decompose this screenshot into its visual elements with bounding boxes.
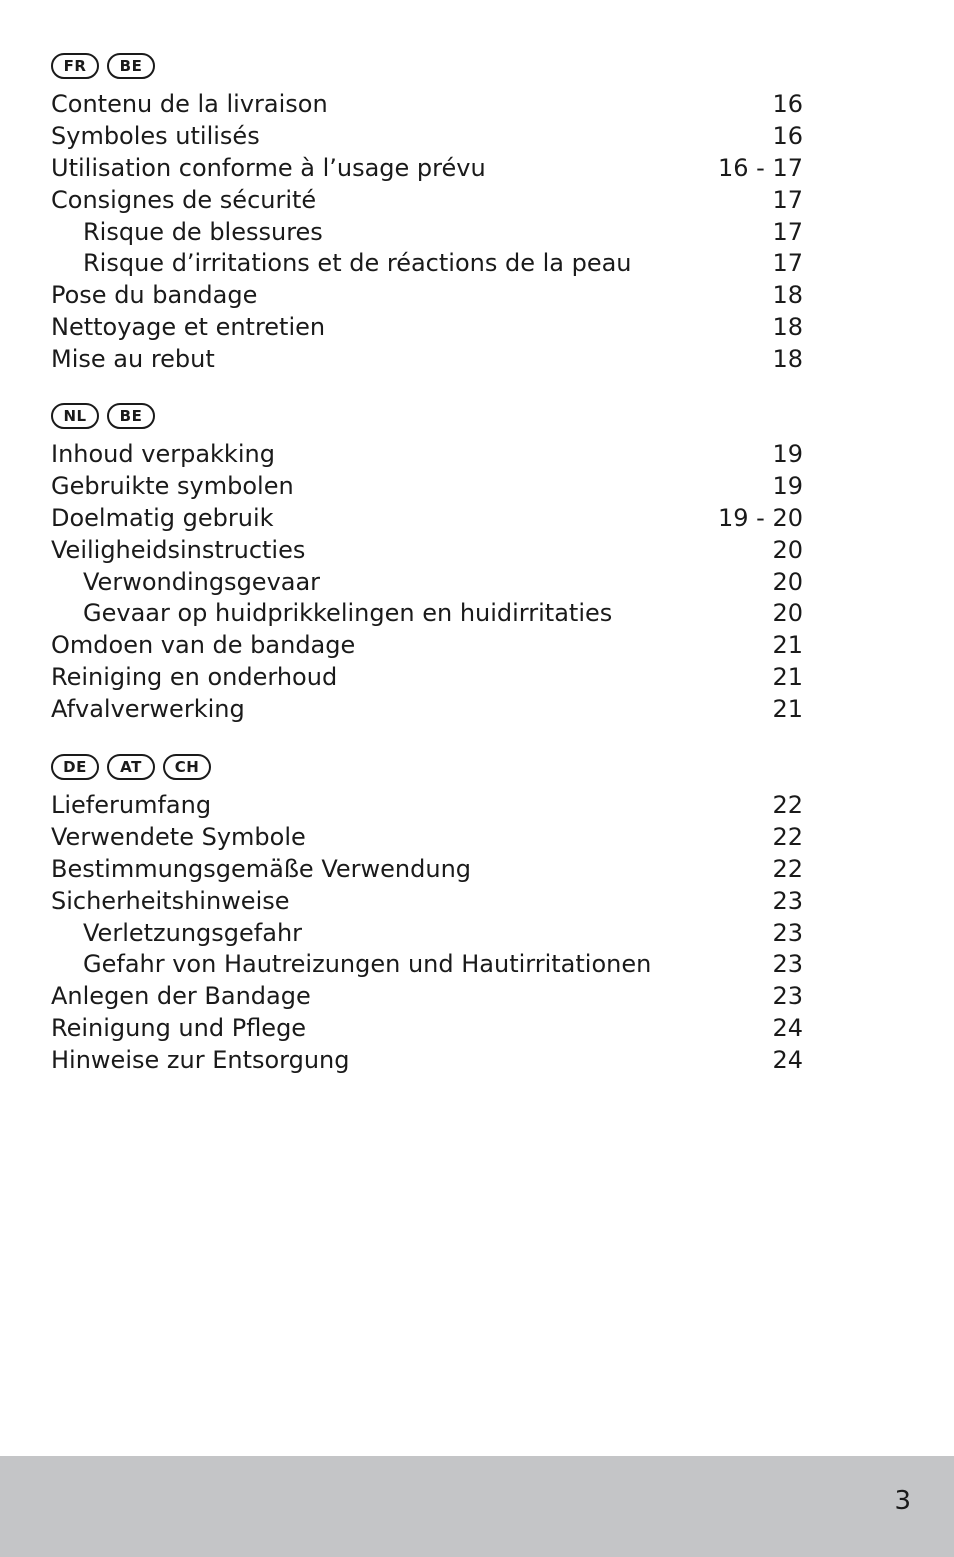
toc-subentry[interactable]	[51, 918, 803, 950]
toc-subentry[interactable]	[51, 217, 803, 249]
toc-entry[interactable]	[51, 121, 803, 153]
toc-subentry[interactable]	[51, 949, 803, 981]
toc-list	[51, 790, 803, 1077]
page-number: 3	[894, 1486, 911, 1516]
toc-entry-page: 16	[772, 90, 803, 118]
toc-entry[interactable]	[51, 312, 803, 344]
toc-entry-page: 21	[772, 663, 803, 692]
language-badge-nl: NL	[51, 403, 99, 429]
toc-entry-page: 22	[772, 854, 803, 883]
toc-entry-label: Sicherheitshinweise	[51, 886, 290, 915]
toc-entry-label: Utilisation conforme à l’usage prévu	[51, 153, 486, 182]
toc-entry[interactable]	[51, 344, 803, 376]
toc-entry[interactable]	[51, 503, 803, 535]
toc-subentry[interactable]	[51, 598, 803, 630]
toc-entry-page: 24	[772, 1014, 803, 1043]
toc-entry-label: Gevaar op huidprikkelingen en huidirritaties	[83, 599, 613, 628]
toc-entry-page: 23	[772, 886, 803, 915]
language-badges	[51, 751, 803, 783]
toc-subentry[interactable]	[51, 248, 803, 280]
toc-entry-page: 18	[772, 313, 803, 342]
toc-list	[51, 89, 803, 376]
toc-entry[interactable]	[51, 185, 803, 217]
language-badge-be: BE	[107, 53, 155, 79]
toc-entry-label: Symboles utilisés	[51, 121, 260, 150]
toc-entry-page: 18	[772, 345, 803, 374]
toc-entry-label: Gebruikte symbolen	[51, 471, 294, 500]
toc-entry[interactable]	[51, 630, 803, 662]
toc-entry-page: 24	[772, 1046, 803, 1075]
toc-entry-label: Mise au rebut	[51, 345, 215, 374]
toc-entry-page: 22	[772, 791, 803, 819]
toc-entry-label: Verwendete Symbole	[51, 822, 306, 851]
toc-entry[interactable]	[51, 886, 803, 918]
toc-entry-page: 23	[772, 950, 803, 979]
toc-entry-page: 20	[772, 567, 803, 596]
language-badges	[51, 50, 803, 82]
language-badges	[51, 400, 803, 432]
toc-entry-label: Veiligheidsinstructies	[51, 535, 306, 564]
toc-entry-label: Pose du bandage	[51, 281, 258, 310]
toc-entry-page: 23	[772, 918, 803, 947]
toc-entry-page: 23	[772, 982, 803, 1011]
toc-entry-page: 18	[772, 281, 803, 310]
toc-entry[interactable]	[51, 822, 803, 854]
toc-entry-label: Verletzungsgefahr	[83, 918, 303, 947]
toc-entry-label: Lieferumfang	[51, 791, 212, 819]
toc-entry[interactable]	[51, 439, 803, 471]
toc-entry-label: Risque d’irritations et de réactions de la peau	[83, 249, 632, 278]
toc-section-de-at-ch	[51, 751, 803, 1077]
toc-entry-label: Anlegen der Bandage	[51, 982, 311, 1011]
toc-entry-label: Reiniging en onderhoud	[51, 663, 338, 692]
toc-entry-page: 19	[772, 440, 803, 468]
toc-entry-label: Doelmatig gebruik	[51, 503, 274, 532]
toc-entry-page: 21	[772, 631, 803, 660]
toc-entry[interactable]	[51, 153, 803, 185]
toc-entry[interactable]	[51, 981, 803, 1013]
toc-entry-label: Bestimmungsgemäße Verwendung	[51, 854, 472, 883]
language-badge-de: DE	[51, 754, 99, 780]
language-badge-fr: FR	[51, 53, 99, 79]
toc-entry-label: Reinigung und Pflege	[51, 1014, 307, 1043]
toc-section-nl-be	[51, 400, 803, 726]
toc-entry-label: Omdoen van de bandage	[51, 631, 356, 660]
toc-subentry[interactable]	[51, 567, 803, 599]
toc-entry-page: 20	[772, 535, 803, 564]
toc-entry-page: 16	[772, 121, 803, 150]
toc-entry-page: 22	[772, 822, 803, 851]
toc-entry[interactable]	[51, 89, 803, 121]
toc-entry-label: Hinweise zur Entsorgung	[51, 1046, 350, 1075]
toc-section-fr-be	[51, 50, 803, 376]
toc-entry[interactable]	[51, 471, 803, 503]
toc-entry-label: Gefahr von Hautreizungen und Hautirritationen	[83, 950, 652, 979]
language-badge-be: BE	[107, 403, 155, 429]
toc-entry-label: Verwondingsgevaar	[83, 567, 321, 596]
toc-list	[51, 439, 803, 726]
toc-entry-page: 19 - 20	[718, 503, 803, 532]
toc-entry-label: Afvalverwerking	[51, 695, 245, 724]
toc-entry[interactable]	[51, 662, 803, 694]
toc-entry[interactable]	[51, 1013, 803, 1045]
toc-entry-page: 17	[772, 217, 803, 246]
toc-entry-page: 17	[772, 185, 803, 214]
toc-entry-label: Contenu de la livraison	[51, 90, 328, 118]
toc-entry[interactable]	[51, 535, 803, 567]
toc-entry-label: Risque de blessures	[83, 217, 323, 246]
toc-entry-label: Nettoyage et entretien	[51, 313, 326, 342]
language-badge-ch: CH	[163, 754, 211, 780]
toc-entry-page: 17	[772, 249, 803, 278]
toc-entry-label: Inhoud verpakking	[51, 440, 275, 468]
toc-entry-page: 16 - 17	[718, 153, 803, 182]
footer-bar	[0, 1456, 954, 1557]
toc-entry[interactable]	[51, 790, 803, 822]
toc-entry[interactable]	[51, 1045, 803, 1077]
toc-entry-label: Consignes de sécurité	[51, 185, 317, 214]
language-badge-at: AT	[107, 754, 155, 780]
toc-entry[interactable]	[51, 280, 803, 312]
toc-entry[interactable]	[51, 694, 803, 726]
toc-entry-page: 21	[772, 695, 803, 724]
toc-entry-page: 20	[772, 599, 803, 628]
toc-entry-page: 19	[772, 471, 803, 500]
toc-entry[interactable]	[51, 854, 803, 886]
